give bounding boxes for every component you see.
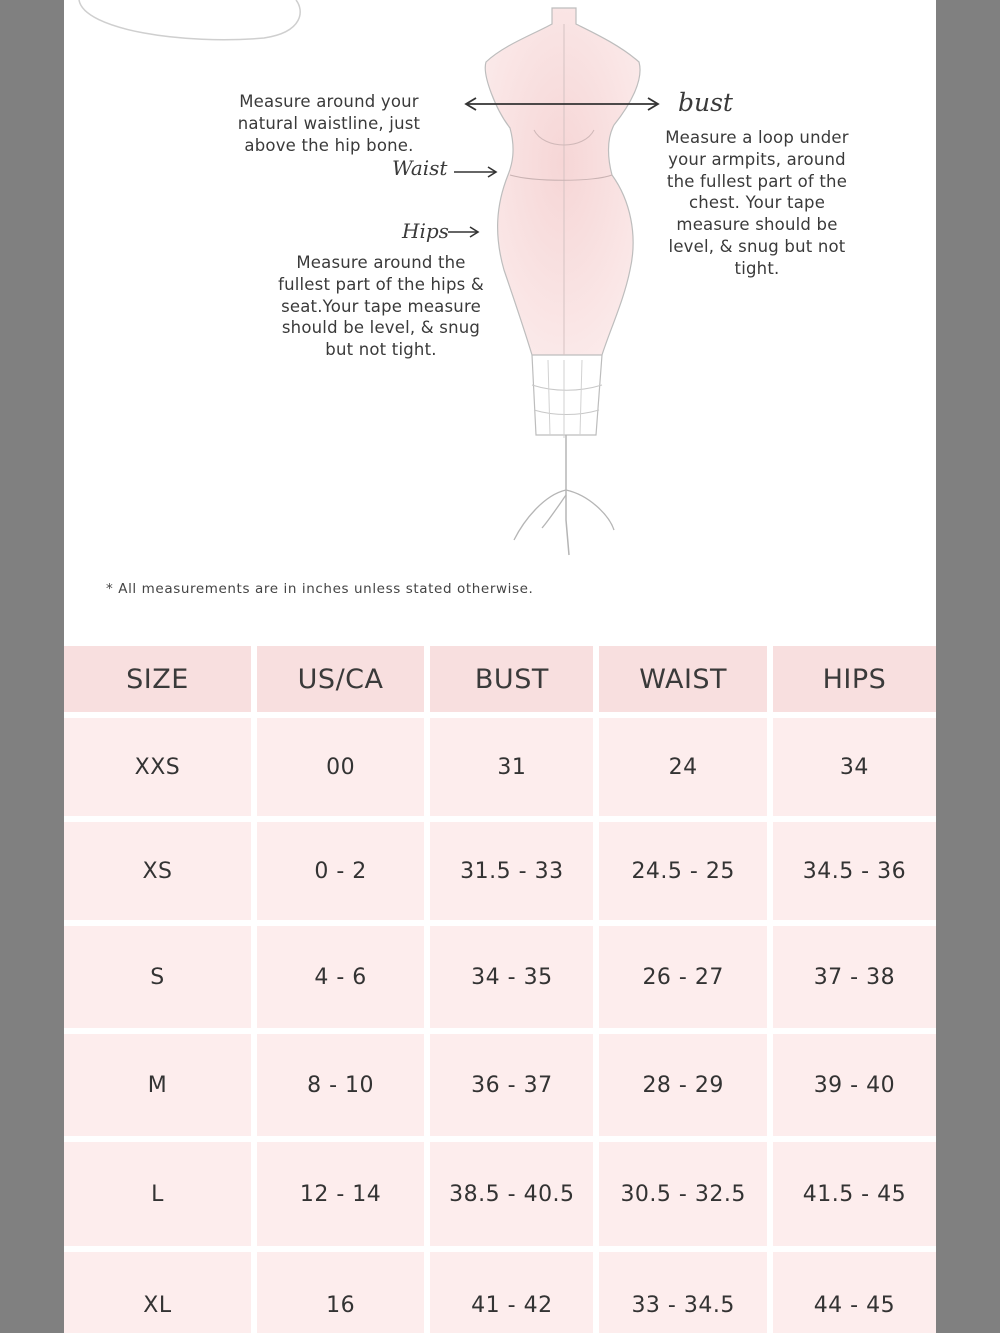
- dress-form-illustration: [64, 0, 936, 640]
- measurement-footnote: * All measurements are in inches unless stated otherwise.: [106, 581, 534, 597]
- cell-hips: 34: [773, 718, 936, 816]
- header-us-ca: US/CA: [257, 646, 424, 712]
- cell-hips: 37 - 38: [773, 926, 936, 1028]
- cell-bust: 41 - 42: [430, 1252, 593, 1333]
- cell-size: M: [64, 1034, 251, 1136]
- cell-hips: 39 - 40: [773, 1034, 936, 1136]
- cell-waist: 33 - 34.5: [599, 1252, 766, 1333]
- cell-size: L: [64, 1142, 251, 1246]
- cell-us-ca: 00: [257, 718, 424, 816]
- cell-us-ca: 8 - 10: [257, 1034, 424, 1136]
- bust-instructions: Measure a loop under your armpits, around the fullest part of the chest. Your tape measure should be level, & snug but not tight.: [665, 128, 849, 278]
- cell-size: XS: [64, 822, 251, 920]
- waist-label: Waist: [392, 156, 448, 180]
- cell-waist: 26 - 27: [599, 926, 766, 1028]
- table-row: [64, 718, 936, 816]
- waist-instructions: Measure around your natural waistline, just above the hip bone.: [237, 92, 421, 155]
- table-row: [64, 1252, 936, 1333]
- cell-bust: 31: [430, 718, 593, 816]
- cell-us-ca: 12 - 14: [257, 1142, 424, 1246]
- cell-size: XL: [64, 1252, 251, 1333]
- header-waist: WAIST: [599, 646, 766, 712]
- cell-bust: 38.5 - 40.5: [430, 1142, 593, 1246]
- table-row: [64, 1142, 936, 1246]
- size-chart-table: [64, 640, 936, 1333]
- header-hips: HIPS: [773, 646, 936, 712]
- table-header-row: [64, 646, 936, 712]
- header-size: SIZE: [64, 646, 251, 712]
- hips-label: Hips: [402, 219, 449, 243]
- cell-size: S: [64, 926, 251, 1028]
- cell-bust: 34 - 35: [430, 926, 593, 1028]
- cell-bust: 31.5 - 33: [430, 822, 593, 920]
- cell-waist: 28 - 29: [599, 1034, 766, 1136]
- cell-waist: 24: [599, 718, 766, 816]
- cell-bust: 36 - 37: [430, 1034, 593, 1136]
- cell-hips: 41.5 - 45: [773, 1142, 936, 1246]
- cell-hips: 44 - 45: [773, 1252, 936, 1333]
- cell-size: XXS: [64, 718, 251, 816]
- cell-us-ca: 0 - 2: [257, 822, 424, 920]
- table-row: [64, 1034, 936, 1136]
- cell-waist: 30.5 - 32.5: [599, 1142, 766, 1246]
- header-bust: BUST: [430, 646, 593, 712]
- table-row: [64, 822, 936, 920]
- cell-waist: 24.5 - 25: [599, 822, 766, 920]
- size-guide-page: [64, 0, 936, 1333]
- cell-hips: 34.5 - 36: [773, 822, 936, 920]
- cell-us-ca: 16: [257, 1252, 424, 1333]
- hips-instructions: Measure around the fullest part of the hips & seat.Your tape measure should be level, & snug but not tight.: [278, 253, 484, 360]
- bust-label: bust: [678, 88, 733, 117]
- table-row: [64, 926, 936, 1028]
- cell-us-ca: 4 - 6: [257, 926, 424, 1028]
